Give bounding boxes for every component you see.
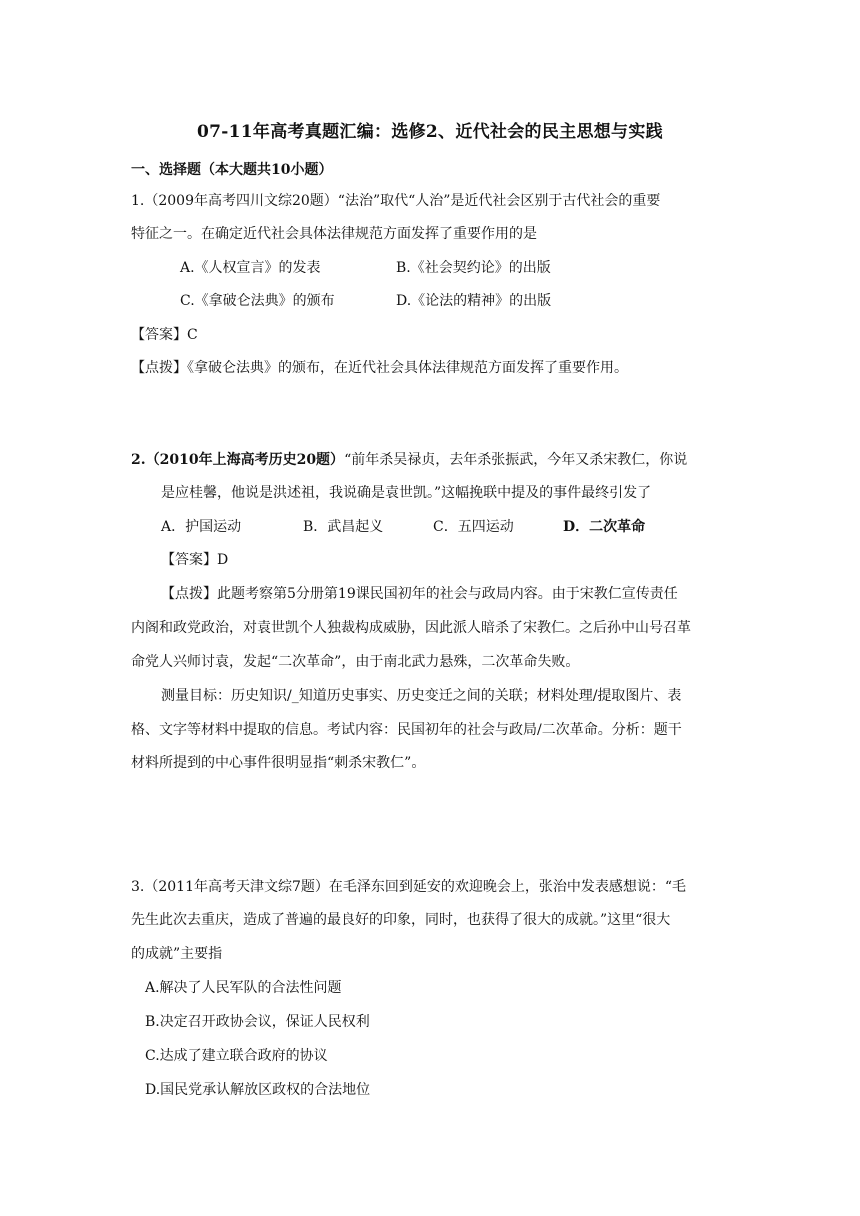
q3-option-d: D.国民党承认解放区政权的合法地位 xyxy=(145,1082,371,1098)
q3-option-b: B.决定召开政协会议，保证人民权利 xyxy=(145,1014,370,1030)
q2-stem-line2: 是应桂馨，他说是洪述祖，我说确是袁世凯。”这幅挽联中提及的事件最终引发了 xyxy=(161,485,652,501)
q2-answer: 【答案】D xyxy=(161,552,229,568)
q1-hint: 【点拨】《拿破仑法典》的颁布，在近代社会具体法律规范方面发挥了重要作用。 xyxy=(131,360,628,376)
q1-stem-line2: 特征之一。在确定近代社会具体法律规范方面发挥了重要作用的是 xyxy=(131,226,537,242)
q1-answer: 【答案】C xyxy=(131,327,198,343)
document-title: 07-11年高考真题汇编：选修2、近代社会的民主思想与实践 xyxy=(197,122,663,142)
q2-target-line2: 格、文字等材料中提取的信息。考试内容：民国初年的社会与政局/二次革命。分析：题干 xyxy=(131,722,682,738)
q2-stem-text: “前年杀吴禄贞，去年杀张振武，今年又杀宋教仁，你说 xyxy=(344,452,688,468)
q2-stem-line1 xyxy=(131,450,687,470)
q2-hint-line2: 内阁和政党政治，对袁世凯个人独裁构成威胁，因此派人暗杀了宋教仁。之后孙中山号召革 xyxy=(131,620,691,636)
q2-hint-line1: 【点拨】此题考察第5分册第19课民国初年的社会与政局内容。由于宋教仁宣传责任 xyxy=(161,586,678,602)
q3-stem-line1: 3.（2011年高考天津文综7题）在毛泽东回到延安的欢迎晚会上，张治中发表感想说：“毛 xyxy=(131,879,687,895)
q1-option-d: D.《论法的精神》的出版 xyxy=(396,293,552,309)
q3-option-c: C.达成了建立联合政府的协议 xyxy=(145,1048,328,1064)
section-heading: 一、选择题（本大题共10小题） xyxy=(131,162,333,178)
q2-source: 2.（2010年上海高考历史20题） xyxy=(131,452,345,468)
q2-hint-line3: 命党人兴师讨袁，发起“二次革命”，由于南北武力悬殊，二次革命失败。 xyxy=(131,654,580,670)
q1-stem-line1: 1.（2009年高考四川文综20题）“法治”取代“人治”是近代社会区别于古代社会的重要 xyxy=(131,193,661,209)
q3-stem-line2: 先生此次去重庆，造成了普遍的最良好的印象，同时，也获得了很大的成就。”这里“很大 xyxy=(131,912,671,928)
q2-target-line1: 测量目标：历史知识/_知道历史事实、历史变迁之间的关联；材料处理/提取图片、表 xyxy=(161,688,682,704)
q2-option-c: C．五四运动 xyxy=(433,519,514,535)
q1-option-c: C.《拿破仑法典》的颁布 xyxy=(180,293,335,309)
q3-option-a: A.解决了人民军队的合法性问题 xyxy=(145,980,342,996)
q2-option-b: B．武昌起义 xyxy=(303,519,384,535)
q2-option-a: A．护国运动 xyxy=(161,519,242,535)
q2-target-line3: 材料所提到的中心事件很明显指“刺杀宋教仁”。 xyxy=(131,755,426,771)
q1-option-a: A.《人权宣言》的发表 xyxy=(180,260,321,276)
q3-stem-line3: 的成就”主要指 xyxy=(131,946,223,962)
q2-option-d: D．二次革命 xyxy=(563,519,646,535)
q1-option-b: B.《社会契约论》的出版 xyxy=(396,260,551,276)
